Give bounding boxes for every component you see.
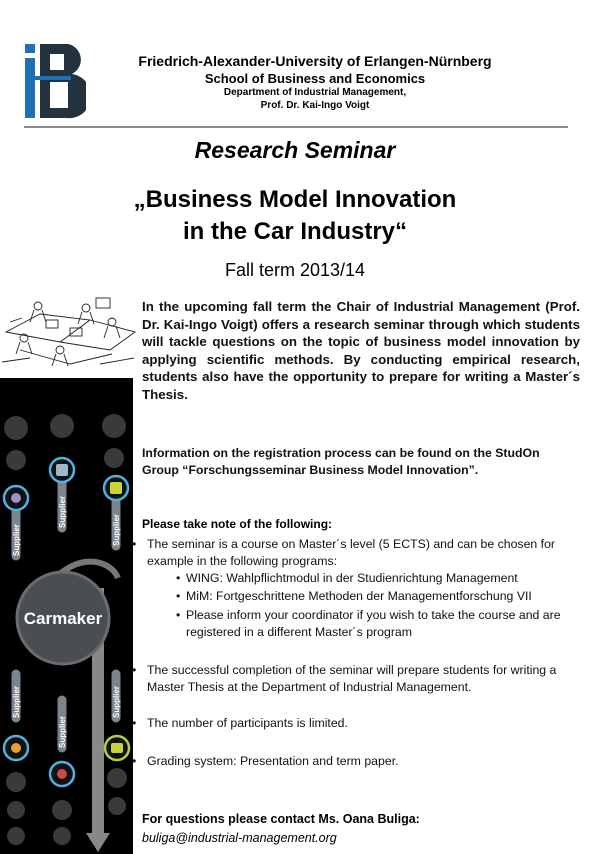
term: Fall term 2013/14 — [224, 260, 366, 280]
program-other-text: Please inform your coordinator if you wish to take the course and are registered in a different Master´s program — [186, 608, 561, 639]
bullet-programs: • The seminar is a course on Master´s level (5 ECTS) and can be chosen for example in the following programs: — [132, 536, 572, 569]
carmaker-label: Carmaker — [23, 609, 103, 628]
bullet-thesis: • The successful completion of the seminar will prepare students for writing a Master Thesis at the Department of Industrial Management. — [132, 662, 572, 695]
bullet-grading-text: Grading system: Presentation and term paper. — [147, 754, 399, 768]
intro-paragraph: In the upcoming fall term the Chair of Industrial Management (Prof. Dr. Kai-Ingo Voigt) offers a research seminar through which students will tackle questions on the topic of business model innovation by applying scientific methods. By conducting empirical research, students also have the opportunity to prepare for writing a Master´s Thesis. — [142, 299, 580, 402]
supplier-label: Supplier — [12, 685, 21, 718]
bullet-grading: • Grading system: Presentation and term paper. — [132, 753, 572, 770]
bullet-thesis-text: The successful completion of the seminar will prepare students for writing a Master Thesis at the Department of Industrial Management. — [147, 663, 557, 694]
department-name: Department of Industrial Management, — [223, 87, 407, 98]
bullet-programs-text: The seminar is a course on Master´s level (5 ECTS) and can be chosen for example in the following programs: — [147, 537, 556, 568]
program-mim-text: MiM: Fortgeschrittene Methoden der Managementforschung VII — [186, 589, 532, 603]
logo-i-stem — [25, 58, 35, 118]
program-other: • Please inform your coordinator if you wish to take the course and are registered in a different Master´s program — [176, 607, 576, 640]
title-line-2: in the Car Industry“ — [182, 218, 408, 245]
bullet-participants: • The number of participants is limited. — [132, 715, 572, 732]
contact-email[interactable]: buliga@industrial-management.org — [142, 831, 337, 845]
bullet-participants-text: The number of participants is limited. — [147, 716, 348, 730]
supplier-label: Supplier — [12, 523, 21, 556]
carmaker-supplier-graphic — [0, 378, 133, 854]
logo-i-dot — [25, 44, 35, 53]
meeting-sketch-illustration — [0, 292, 138, 372]
program-wing: • WING: Wahlpflichtmodul in der Studienrichtung Management — [176, 570, 576, 587]
note-heading: Please take note of the following: — [142, 517, 333, 531]
supplier-label: Supplier — [112, 685, 121, 718]
school-name: School of Business and Economics — [204, 71, 426, 86]
supplier-label: Supplier — [58, 495, 67, 528]
department-logo — [24, 42, 86, 120]
program-wing-text: WING: Wahlpflichtmodul in der Studienrichtung Management — [186, 571, 518, 585]
professor-name: Prof. Dr. Kai-Ingo Voigt — [260, 100, 370, 111]
university-name: Friedrich-Alexander-University of Erlangen-Nürnberg — [138, 53, 492, 69]
contact-line: For questions please contact Ms. Oana Buliga: — [142, 812, 420, 826]
supplier-label: Supplier — [58, 715, 67, 748]
supplier-label: Supplier — [112, 513, 121, 546]
program-mim: • MiM: Fortgeschrittene Methoden der Managementforschung VII — [176, 588, 576, 605]
seminar-title — [0, 184, 590, 248]
title-line-1: „Business Model Innovation — [133, 186, 457, 213]
registration-info: Information on the registration process can be found on the StudOn Group “Forschungsseminar Business Model Innovation”. — [142, 446, 540, 477]
seminar-kicker: Research Seminar — [194, 137, 396, 163]
header-divider — [24, 126, 568, 128]
